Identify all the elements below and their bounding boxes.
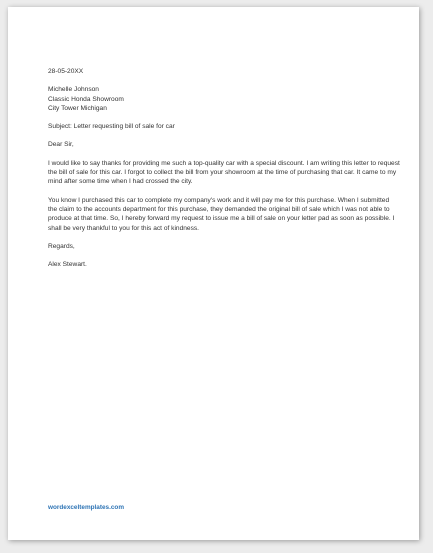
letter-paragraph: You know I purchased this car to complete my company's work and it will pay me for this purchase. When I submitted the claim to the accounts department for this purchase, they demanded the original bill of sale which I was not able to produce at that time. So, I hereby forward my request to issue me a bill of sale on your letter pad as soon as possible. I shall be very thankful to you for this act of kindness. [48,196,395,232]
letter-date: 28-05-20XX [48,68,84,75]
letter-salutation: Dear Sir, [48,141,74,149]
recipient-address: City Tower Michigan [48,104,107,112]
letter-paragraph: I would like to say thanks for providing me such a top-quality car with a special discount. I am writing this letter to request the bill of sale for this car. I forgot to collect the bill from your showroom at the time of purchasing that car. It came to my mind after some time when I had crossed the city. [48,159,400,186]
letter-closing: Regards, [48,242,75,250]
watermark-link[interactable]: wordexceltemplates.com [48,504,125,511]
letter-page [8,7,419,540]
letter-signer: Alex Stewart. [48,261,87,269]
letter-body [48,67,400,269]
recipient-company: Classic Honda Showroom [48,95,124,103]
recipient-name: Michelle Johnson [48,86,99,94]
recipient-address-block [48,85,400,113]
letter-subject: Subject: Letter requesting bill of sale for car [48,123,175,131]
